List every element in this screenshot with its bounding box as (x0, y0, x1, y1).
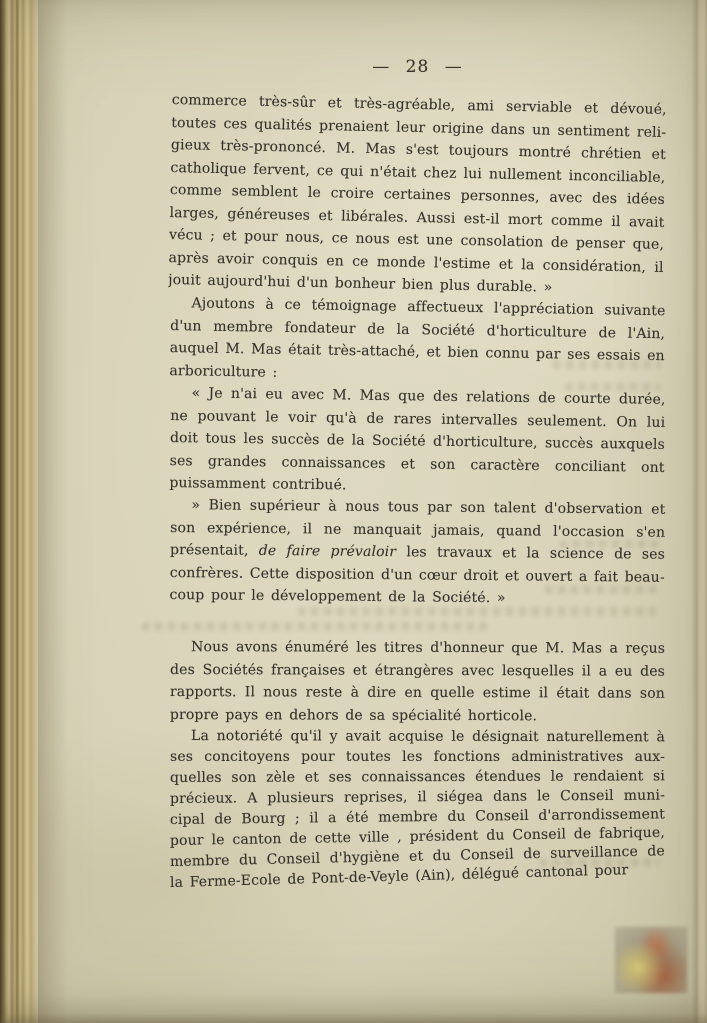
binding-shadow (38, 0, 68, 1023)
text-line: quelles son zèle et ses connaissances étendues le rendaient si (169, 767, 666, 786)
text-line: doit tous les succès de la Société d'horticulture, succès auxquels (169, 429, 666, 453)
text-line: cipal de Bourg ; il a été membre du Conseil d'arrondissement (169, 805, 666, 828)
text-line: ses concitoyens pour toutes les fonctions administratives aux- (170, 748, 665, 765)
text-line: ses grandes connaissances et son caractère conciliant ont (169, 451, 665, 475)
text-line: catholique fervent, ce qui n'était chez lui nullement inconciliable, (170, 159, 666, 186)
text-line: Nous avons énuméré les titres d'honneur que M. Mas a reçus (191, 638, 666, 657)
paragraph (168, 89, 667, 301)
paragraph (169, 382, 666, 501)
fruit-photo-watermark (615, 927, 687, 993)
text-line: propre pays en dehors de sa spécialité horticole. (169, 705, 538, 724)
book-binding-edge (0, 0, 38, 1023)
text-line: pour le canton de cette ville , président du Conseil de fabrique, (169, 824, 666, 849)
text-line: son expérience, il ne manquait jamais, quand l'occasion s'en (170, 519, 666, 541)
text-line: rapports. Il nous reste à dire en quelle estime il était dans son (169, 683, 665, 702)
text-segment: présentait, (169, 542, 259, 559)
text-line: après avoir conquis en ce monde l'estime et la considération, il (168, 249, 664, 276)
text-line: gieux très-prononcé. M. Mas s'est toujours montré chrétien et (170, 137, 666, 163)
text-line: jouit aujourd'hui d'un bonheur bien plus durable. » (168, 271, 553, 296)
text-line: coup pour le développement de la Société. » (169, 586, 506, 607)
text-line: ne pouvant le voir qu'à de rares intervalles seulement. On lui (170, 407, 666, 430)
text-block (170, 89, 665, 894)
text-line: La notoriété qu'il y avait acquise le désignait naturellement à (190, 727, 666, 745)
text-line: puissamment contribué. (169, 474, 347, 493)
text-line: précieux. A plusieurs reprises, il siégea dans le Conseil muni- (169, 787, 666, 807)
page-edge-right (691, 0, 707, 1023)
text-line: « Je n'ai eu avec M. Mas que des relations de courte durée, (191, 384, 666, 408)
page-bottom-shadow (0, 1013, 707, 1023)
text-line: commerce très-sûr et très-agréable, ami serviable et dévoué, (171, 92, 667, 118)
text-line: » Bien supérieur à nous tous par son talent d'observation et (191, 497, 666, 518)
paragraph (169, 494, 665, 611)
text-line: des Sociétés françaises et étrangères avec lesquelles il a eu des (170, 661, 666, 679)
text-line: arboriculture : (169, 361, 278, 380)
italic-phrase: de faire prévaloir (258, 542, 397, 561)
text-line: confrères. Cette disposition d'un cœur droit et ouvert a fait beau- (169, 564, 665, 586)
paragraph (170, 726, 665, 894)
text-line: larges, généreuses et libérales. Aussi est-il mort comme il avait (169, 204, 665, 231)
text-line: Ajoutons à ce témoignage affectueux l'appréciation suivante (191, 294, 666, 319)
paragraph (169, 292, 665, 390)
paragraph (170, 636, 665, 728)
text-line: d'un membre fondateur de la Société d'horticulture de l'Ain, (170, 317, 666, 342)
text-segment: les travaux et la science de ses (396, 544, 666, 563)
page-number: — 28 — (372, 57, 463, 77)
text-line: comme semblent le croire certaines personnes, avec des idées (169, 182, 666, 208)
text-line: la Ferme-Ecole de Pont-de-Veyle (Ain), délégué cantonal pour (169, 861, 629, 891)
text-line: membre du Conseil d'hygiène et du Conseil de surveillance de (169, 842, 666, 870)
text-line: auquel M. Mas était très-attaché, et bien connu par ses essais en (169, 339, 665, 364)
text-line: vécu ; et pour nous, ce nous est une consolation de penser que, (168, 226, 665, 253)
text-line: toutes ces qualités prenaient leur origine dans un sentiment reli- (171, 114, 667, 141)
